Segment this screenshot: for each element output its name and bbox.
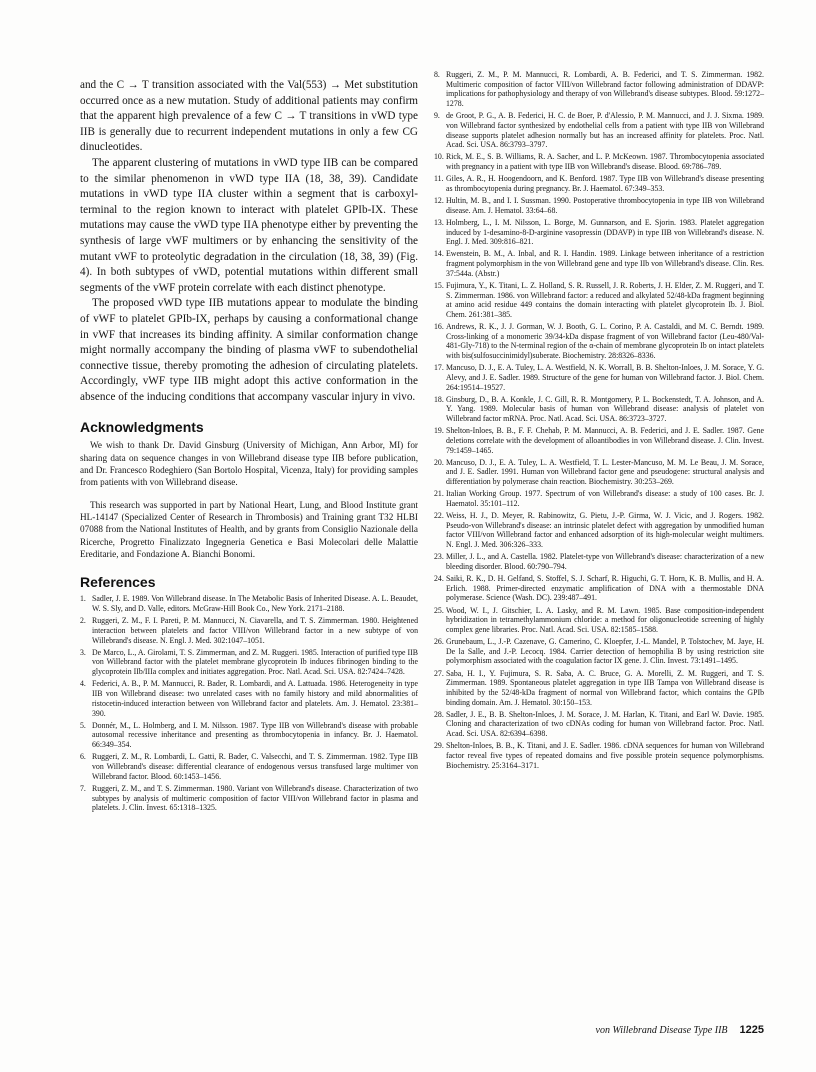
body-paragraph-2: The apparent clustering of mutations in vWD type IIB can be compared to the similar phenomenon in vWD type IIA (18, 38, 39). Candidate mutations in vWD type IIA cluster within a segment that is carboxyl-terminal to the region known to interact with platelet GPIb-IX. These mutations may cause the vWD type IIA phenotype either by preventing the synthesis of large vWF multimers or by enhancing the sensitivity of the mutant vWF to proteolytic degradation in the circulation (18, 38, 39) (Fig. 4). In both subtypes of vWD, potential mutations within different small segments of the vWF protein correlate with each distinct phenotype. [80,156,418,294]
reference-item [434,281,764,320]
reference-item [80,721,418,750]
reference-number: 8. [434,70,440,79]
body-paragraph-3: The proposed vWD type IIB mutations appear to modulate the binding of vWF to platelet GPIb-IX, perhaps by causing a conformational change in vWF that increases its binding affinity. A similar conformation change might normally accompany the binding of plasma vWF to subendothelial connective tissue, thereby promoting the adhesion of circulating platelets. Accordingly, vWF type IIB might adopt this active conformation in the absence of the inducing conditions that accompany vascular injury in vivo. [80,297,418,403]
references-heading: References [80,574,156,591]
reference-text: Federici, A. B., P. M. Mannucci, R. Bader, R. Lombardi, and A. Lattuada. 1986. Heterogeneity in type IIB von Willebrand disease: two unrelated cases with no family history and mild abnormalities of ristocetin-induced interaction between von Willebrand factor and platelets. Am. J. Hematol. 23:381–390. [92,679,418,718]
reference-text: Fujimura, Y., K. Titani, L. Z. Holland, S. R. Russell, J. R. Roberts, J. H. Elder, Z. M. Ruggeri, and T. S. Zimmerman. 1986. von Willebrand factor: a reduced and alkylated 52/48-kDa fragment beginning at amino acid residue 449 contains the domain interacting with platelet glycoprotein Ib. J. Biol. Chem. 261:381–385. [446,280,764,319]
reference-text: Andrews, R. K., J. J. Gorman, W. J. Booth, G. L. Corino, P. A. Castaldi, and M. C. Berndt. 1989. Cross-linking of a monomeric 39/34-kDa dispase fragment of von Willebrand factor (Leu-480/Val-481-Gly-718) to the N-terminal region of the α-chain of membrane glycoprotein Ib on intact platelets with bis(sulfosuccinimidyl)suberate. Biochemistry. 28:8326–8336. [446,322,764,361]
reference-text: Ewenstein, B. M., A. Inbal, and R. I. Handin. 1989. Linkage between inheritance of a restriction fragment polymorphism in the von Willebrand gene and type IIb von Willebrand's disease. Clin. Res. 37:544a. (Abstr.) [446,249,764,278]
reference-item [434,426,764,455]
reference-text: Ruggeri, Z. M., and T. S. Zimmerman. 1980. Variant von Willebrand's disease. Characterization of two subtypes by analysis of multimeric composition of factor VIII/von Willebrand factor in plasma and platelets. J. Clin. Invest. 65:1318–1325. [92,783,418,813]
reference-number: 6. [80,752,86,762]
running-title: von Willebrand Disease Type IIB [595,1025,728,1036]
body-paragraph-1: and the C → T transition associated with the Val(553) → Met substitution occurred once as a new mutation. Study of additional patients may confirm that the apparent high prevalence of a few C → T transitions in vWD type IIB is generally due to recurrent independent mutations in only a few CG dinucleotides. [80,79,418,154]
left-column [80,78,418,816]
acknowledgments-paragraph-2: This research was supported in part by National Heart, Lung, and Blood Institute grant HL-14147 (Specialized Center of Research in Thrombosis) and Training grant T32 HLBI 07088 from the National Institutes of Health, and by grants from Consiglio Nazionale della Ricerche, Progretto Finalizzato Ingegneria Genetica e Basi Molecolari delle Malattie Ereditarie, and Fondazione A. Bianchi Bonomi. [80,499,418,559]
reference-text: Hultin, M. B., and I. I. Sussman. 1990. Postoperative thrombocytopenia in type IIB von Willebrand disease. Am. J. Hematol. 33:64–68. [446,196,764,215]
reference-text: Holmberg, L., I. M. Nilsson, L. Borge, M. Gunnarson, and E. Sjorin. 1983. Platelet aggregation induced by 1-desamino-8-D-arginine vasopressin (DDAVP) in type IIB von Willebrand's disease. N. Engl. J. Med. 309:816–821. [446,217,764,247]
reference-number: 29. [434,741,444,751]
reference-number: 11. [434,174,444,184]
reference-number: 26. [434,637,444,646]
reference-item [434,489,764,508]
reference-text: Mancuso, D. J., E. A. Tuley, L. A. Westfield, T. L. Lester-Mancuso, M. M. Le Beau, J. M. Sorace, and J. E. Sadler. 1991. Human von Willebrand factor gene and pseudogene: structural analysis and differentiation by polymerase chain reaction. Biochemistry. 30:253–269. [446,457,764,487]
reference-text: Sadler, J. E. 1989. Von Willebrand disease. In The Metabolic Basis of Inherited Disease. A. L. Beaudet, W. S. Sly, and D. Valle, editors. McGraw-Hill Book Co., New York. 2171–2188. [92,594,418,613]
reference-number: 3. [80,647,86,657]
reference-item [434,218,764,247]
reference-text: Ruggeri, Z. M., F. I. Pareti, P. M. Mannucci, N. Ciavarella, and T. S. Zimmerman. 1980. Heightened interaction between platelets and factor VIII/von Willebrand factor in a new subtype of von Willebrand's disease. N. Engl. J. Med. 302:1047–1051. [92,616,418,645]
reference-item [434,363,764,392]
reference-item [434,741,764,770]
reference-number: 21. [434,489,444,499]
reference-number: 2. [80,616,86,626]
reference-item [80,594,418,614]
reference-number: 13. [434,217,444,227]
reference-item [434,70,764,109]
reference-text: Ginsburg, D., B. A. Konkle, J. C. Gill, R. R. Montgomery, P. L. Bockenstedt, T. A. Johnson, and A. Y. Yang. 1989. Molecular basis of human von Willebrand disease: analysis of platelet von Willebrand factor mRNA. Proc. Natl. Acad. Sci. USA. 86:3723–3727. [446,394,764,424]
reference-item [434,606,764,635]
references-list-right [434,70,764,770]
reference-number: 20. [434,457,444,467]
reference-text: Grunebaum, L., J.-P. Cazenave, G. Camerino, C. Kloepfer, J.-L. Mandel, P. Tolstochev, M. Jaye, H. De la Salle, and J.-P. Lecocq. 1984. Carrier detection of hemophilia B by using restriction site polymorphism associated with the coagulation factor IX gene. J. Clin. Invest. 73:1491–1495. [446,637,764,666]
reference-text: Shelton-Inloes, B. B., K. Titani, and J. E. Sadler. 1986. cDNA sequences for human von Willebrand factor reveal five types of repeated domains and five possible protein sequence polymorphisms. Biochemistry. 25:3164–3171. [446,741,764,770]
reference-number: 22. [434,511,444,520]
reference-text: Saba, H. I., Y. Fujimura, S. R. Saba, A. C. Bruce, G. A. Morelli, Z. M. Ruggeri, and T. S. Zimmerman. 1989. Spontaneous platelet aggregation in type IIB Tampa von Willebrand disease is inhibited by the 52/48-kDa fragment of normal von Willebrand factor, which contains the GPIb binding domain. Am. J. Hematol. 30:150–153. [446,668,764,707]
reference-item [434,637,764,666]
reference-number: 5. [80,720,86,730]
page-number: 1225 [739,1024,764,1036]
reference-item [434,395,764,424]
reference-text: Mancuso, D. J., E. A. Tuley, L. A. Westfield, N. K. Worrall, B. B. Shelton-Inloes, J. M. Sorace, Y. G. Alevy, and J. E. Sadler. 1989. Structure of the gene for human von Willebrand factor. J. Biol. Chem. 264:19514–19527. [446,363,764,392]
references-list-left [80,594,418,813]
reference-text: Weiss, H. J., D. Meyer, R. Rabinowitz, G. Pietu, J.-P. Girma, W. J. Vicic, and J. Rogers. 1982. Pseudo-von Willebrand's disease: an intrinsic platelet defect with aggregation by unmodified human factor VIII/von Willebrand factor and enhanced adsorption of its high-molecular weight multimers. N. Engl. J. Med. 306:326–333. [446,511,764,550]
reference-item [434,710,764,739]
reference-item [434,174,764,193]
reference-number: 28. [434,709,444,719]
page-footer [560,1024,764,1036]
reference-number: 16. [434,322,444,331]
right-column [434,70,764,773]
reference-item [434,458,764,487]
reference-text: Italian Working Group. 1977. Spectrum of von Willebrand's disease: a study of 100 cases. Br. J. Haematol. 35:101–112. [446,489,764,508]
reference-number: 18. [434,394,444,404]
reference-item [80,648,418,677]
reference-number: 4. [80,679,86,689]
reference-text: Shelton-Inloes, B. B., F. F. Chehab, P. M. Mannucci, A. B. Federici, and J. E. Sadler. 1987. Gene deletions correlate with the development of alloantibodies in von Willebrand disease. J. Clin. Invest. 79:1459–1465. [446,426,764,455]
reference-number: 17. [434,363,444,373]
reference-number: 9. [434,111,440,121]
reference-number: 24. [434,574,444,583]
reference-text: Giles, A. R., H. Hoogendoorn, and K. Benford. 1987. Type IIB von Willebrand's disease presenting as thrombocytopenia during pregnancy. Br. J. Haematol. 67:349–353. [446,174,764,193]
reference-item [434,249,764,278]
reference-text: Ruggeri, Z. M., P. M. Mannucci, R. Lombardi, A. B. Federici, and T. S. Zimmerman. 1982. Multimeric composition of factor VIII/von Willebrand factor following administration of DDAVP: implications for pathophysiology and therapy of von Willebrand's disease subtypes. Blood. 59:1272–1278. [446,70,764,109]
reference-number: 15. [434,280,444,290]
reference-item [434,196,764,215]
reference-number: 27. [434,668,444,678]
acknowledgments-heading: Acknowledgments [80,419,204,436]
reference-number: 10. [434,152,444,162]
reference-number: 7. [80,783,86,793]
reference-item [80,616,418,645]
acknowledgments-paragraph-1: We wish to thank Dr. David Ginsburg (University of Michigan, Ann Arbor, MI) for sharing data on sequence changes in von Willebrand disease type IIB before publication, and Dr. Francesco Rodeghiero (San Bortolo Hospital, Vicenza, Italy) for providing samples from patients with von Willebrand disease. [80,440,418,488]
reference-number: 1. [80,594,86,604]
reference-number: 19. [434,426,444,436]
reference-number: 23. [434,552,444,562]
reference-item [434,111,764,150]
reference-item [434,152,764,171]
reference-item [434,669,764,708]
reference-number: 12. [434,196,444,205]
reference-text: Miller, J. L., and A. Castella. 1982. Platelet-type von Willebrand's disease: characterization of a new bleeding disorder. Blood. 60:790–794. [446,552,764,571]
reference-number: 25. [434,605,444,615]
reference-item [80,784,418,813]
reference-text: De Marco, L., A. Girolami, T. S. Zimmerman, and Z. M. Ruggeri. 1985. Interaction of purified type IIB von Willebrand factor with the platelet membrane glycoprotein Ib induces fibrinogen binding to the glycoprotein IIb/IIIa complex and initiates aggregation. Proc. Natl. Acad. Sci. USA. 82:7424–7428. [92,647,418,677]
reference-item [80,679,418,718]
reference-text: Wood, W. I., J. Gitschier, L. A. Lasky, and R. M. Lawn. 1985. Base composition-independent hybridization in tetramethylammonium chloride: a method for oligonucleotide screening of highly complex gene libraries. Proc. Natl. Acad. Sci. USA. 82:1585–1588. [446,605,764,634]
reference-text: Sadler, J. E., B. B. Shelton-Inloes, J. M. Sorace, J. M. Harlan, K. Titani, and Earl W. Davie. 1985. Cloning and characterization of two cDNAs coding for human von Willebrand factor. Proc. Natl. Acad. Sci. USA. 82:6394–6398. [446,709,764,739]
reference-text: Rick, M. E., S. B. Williams, R. A. Sacher, and L. P. McKeown. 1987. Thrombocytopenia associated with pregnancy in a patient with type IIB von Willebrand's disease. Blood. 69:786–789. [446,152,764,172]
reference-text: Ruggeri, Z. M., R. Lombardi, L. Gatti, R. Bader, C. Valsecchi, and T. S. Zimmerman. 1982. Type IIB von Willebrand's disease: differential clearance of endogenous versus transfused large multimer von Willebrand factor. Blood. 60:1453–1456. [92,752,418,781]
reference-item [434,574,764,603]
reference-item [434,511,764,550]
reference-item [434,552,764,571]
reference-text: Donnér, M., L. Holmberg, and I. M. Nilsson. 1987. Type IIB von Willebrand's disease with probable autosomal recessive inheritance and presenting as thrombocytopenia in infancy. Br. J. Haematol. 66:349–354. [92,720,418,750]
reference-item [80,752,418,781]
reference-text: de Groot, P. G., A. B. Federici, H. C. de Boer, P. d'Alessio, P. M. Mannucci, and J. J. Sixma. 1989. von Willebrand factor synthesized by endothelial cells from a patient with type IIB von Willebrand disease supports platelet adhesion normally but has an increased affinity for platelets. Proc. Natl. Acad. Sci. USA. 86:3793–3797. [446,111,764,150]
reference-number: 14. [434,249,444,259]
reference-text: Saiki, R. K., D. H. Gelfand, S. Stoffel, S. J. Scharf, R. Higuchi, G. T. Horn, K. B. Mullis, and H. A. Erlich. 1988. Primer-directed enzymatic amplification of DNA with a thermostable DNA polymerase. Science (Wash. DC). 239:487–491. [446,574,764,603]
reference-item [434,322,764,361]
